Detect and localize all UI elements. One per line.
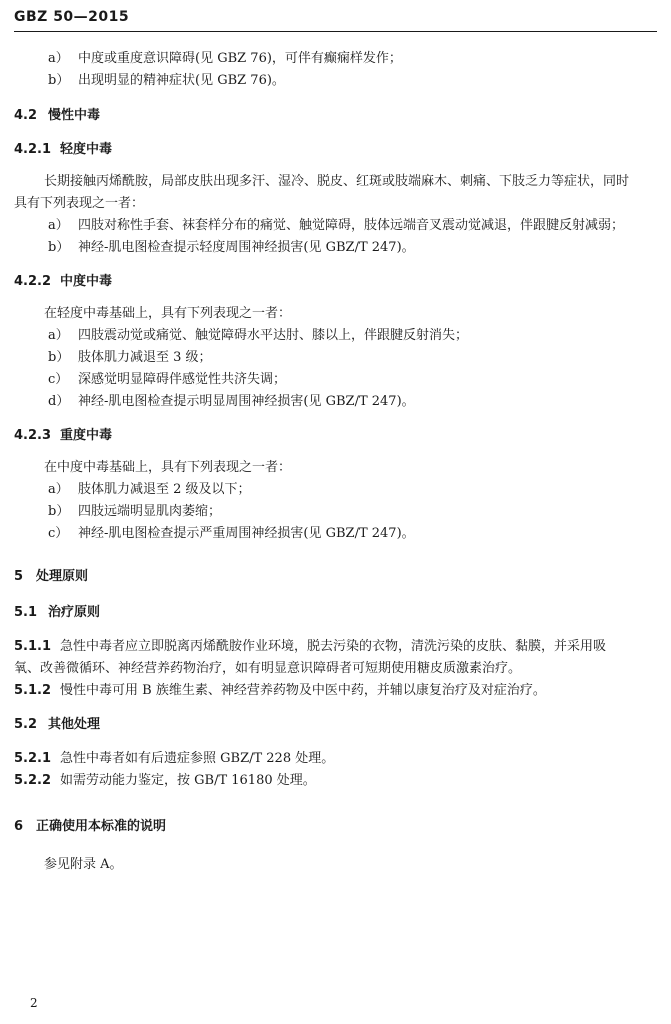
- section-number: 4.2.2: [14, 274, 52, 289]
- item-label: c）: [48, 372, 69, 387]
- clause-text: 如需劳动能力鉴定，按 GB/T 16180 处理。: [60, 773, 316, 788]
- section-title: 治疗原则: [48, 605, 101, 620]
- paragraph-line: 在轻度中毒基础上，具有下列表现之一者：: [44, 306, 292, 321]
- page-number: 2: [30, 996, 38, 1010]
- item-text: 神经-肌电图检查提示轻度周围神经损害(见 GBZ/T 247)。: [78, 240, 415, 255]
- section-title: 其他处理: [48, 717, 101, 732]
- item-text: 深感觉明显障碍伴感觉性共济失调；: [78, 372, 287, 387]
- list-item: [48, 218, 624, 234]
- item-label: a）: [48, 328, 69, 343]
- item-label: d）: [48, 394, 70, 409]
- section-heading-5: [14, 569, 88, 585]
- section-heading-4-2-2: [14, 274, 112, 290]
- section-heading-4-2-3: [14, 428, 112, 444]
- section-number: 5.2: [14, 717, 38, 732]
- item-text: 中度或重度意识障碍(见 GBZ 76)，可伴有癫痫样发作；: [78, 51, 402, 66]
- section-heading-4-2-1: [14, 142, 112, 158]
- clause-text: 慢性中毒可用 B 族维生素、神经营养药物及中医中药，并辅以康复治疗及对症治疗。: [60, 683, 546, 698]
- item-text: 神经-肌电图检查提示明显周围神经损害(见 GBZ/T 247)。: [78, 394, 415, 409]
- list-item: [48, 482, 251, 498]
- section-heading-6: [14, 819, 166, 835]
- item-text: 肢体肌力减退至 3 级；: [78, 350, 212, 365]
- paragraph-line: 在中度中毒基础上，具有下列表现之一者：: [44, 460, 292, 475]
- clause-5-2-1: [14, 751, 334, 767]
- list-item: [48, 526, 415, 542]
- section-title: 重度中毒: [60, 428, 113, 443]
- list-item: [48, 394, 415, 410]
- item-label: a）: [48, 482, 69, 497]
- section-title: 处理原则: [36, 569, 89, 584]
- clause-5-1-1-line1: [14, 639, 606, 655]
- list-item: [48, 51, 402, 67]
- standard-code-header: GBZ 50—2015: [14, 9, 130, 25]
- item-text: 四肢远端明显肌肉萎缩；: [78, 504, 222, 519]
- item-text: 四肢对称性手套、袜套样分布的痛觉、触觉障碍，肢体远端音叉震动觉减退，伴跟腱反射减弱；: [78, 218, 625, 233]
- clause-number: 5.2.2: [14, 773, 52, 788]
- section-heading-5-1: [14, 605, 100, 621]
- section-number: 4.2.1: [14, 142, 52, 157]
- list-item: [48, 372, 286, 388]
- item-label: b）: [48, 240, 70, 255]
- list-item: [48, 73, 285, 89]
- clause-5-1-1-line2: 氧、改善微循环、神经营养药物治疗，如有明显意识障碍者可短期使用糖皮质激素治疗。: [14, 661, 522, 676]
- list-item: [48, 240, 415, 256]
- section-6-text: 参见附录 A。: [44, 857, 123, 872]
- item-label: a）: [48, 218, 69, 233]
- clause-text: 急性中毒者如有后遗症参照 GBZ/T 228 处理。: [60, 751, 335, 766]
- section-heading-5-2: [14, 717, 100, 733]
- list-item: [48, 350, 212, 366]
- item-label: a）: [48, 51, 69, 66]
- clause-number: 5.2.1: [14, 751, 52, 766]
- paragraph-line: 长期接触丙烯酰胺，局部皮肤出现多汗、湿冷、脱皮、红斑或肢端麻木、刺痛、下肢乏力等症状，同时: [44, 174, 630, 189]
- list-item: [48, 504, 221, 520]
- item-text: 神经-肌电图检查提示严重周围神经损害(见 GBZ/T 247)。: [78, 526, 415, 541]
- item-label: c）: [48, 526, 69, 541]
- clause-text: 急性中毒者应立即脱离丙烯酰胺作业环境，脱去污染的衣物，清洗污染的皮肤、黏膜，并采用吸: [60, 639, 607, 654]
- section-title: 正确使用本标准的说明: [36, 819, 167, 834]
- section-number: 5.1: [14, 605, 38, 620]
- clause-5-1-2: [14, 683, 546, 699]
- item-text: 肢体肌力减退至 2 级及以下；: [78, 482, 251, 497]
- section-number: 4.2: [14, 108, 38, 123]
- item-label: b）: [48, 73, 70, 88]
- section-heading-4-2: [14, 108, 100, 124]
- clause-number: 5.1.2: [14, 683, 52, 698]
- item-text: 四肢震动觉或痛觉、触觉障碍水平达肘、膝以上，伴跟腱反射消失；: [78, 328, 469, 343]
- item-label: b）: [48, 504, 70, 519]
- item-label: b）: [48, 350, 70, 365]
- section-number: 6: [14, 819, 24, 834]
- paragraph-line: 具有下列表现之一者：: [14, 196, 145, 211]
- section-number: 4.2.3: [14, 428, 52, 443]
- header-rule: [14, 31, 657, 32]
- item-text: 出现明显的精神症状(见 GBZ 76)。: [78, 73, 285, 88]
- clause-5-2-2: [14, 773, 316, 789]
- section-number: 5: [14, 569, 24, 584]
- section-title: 中度中毒: [60, 274, 113, 289]
- clause-number: 5.1.1: [14, 639, 52, 654]
- list-item: [48, 328, 468, 344]
- section-title: 轻度中毒: [60, 142, 113, 157]
- section-title: 慢性中毒: [48, 108, 101, 123]
